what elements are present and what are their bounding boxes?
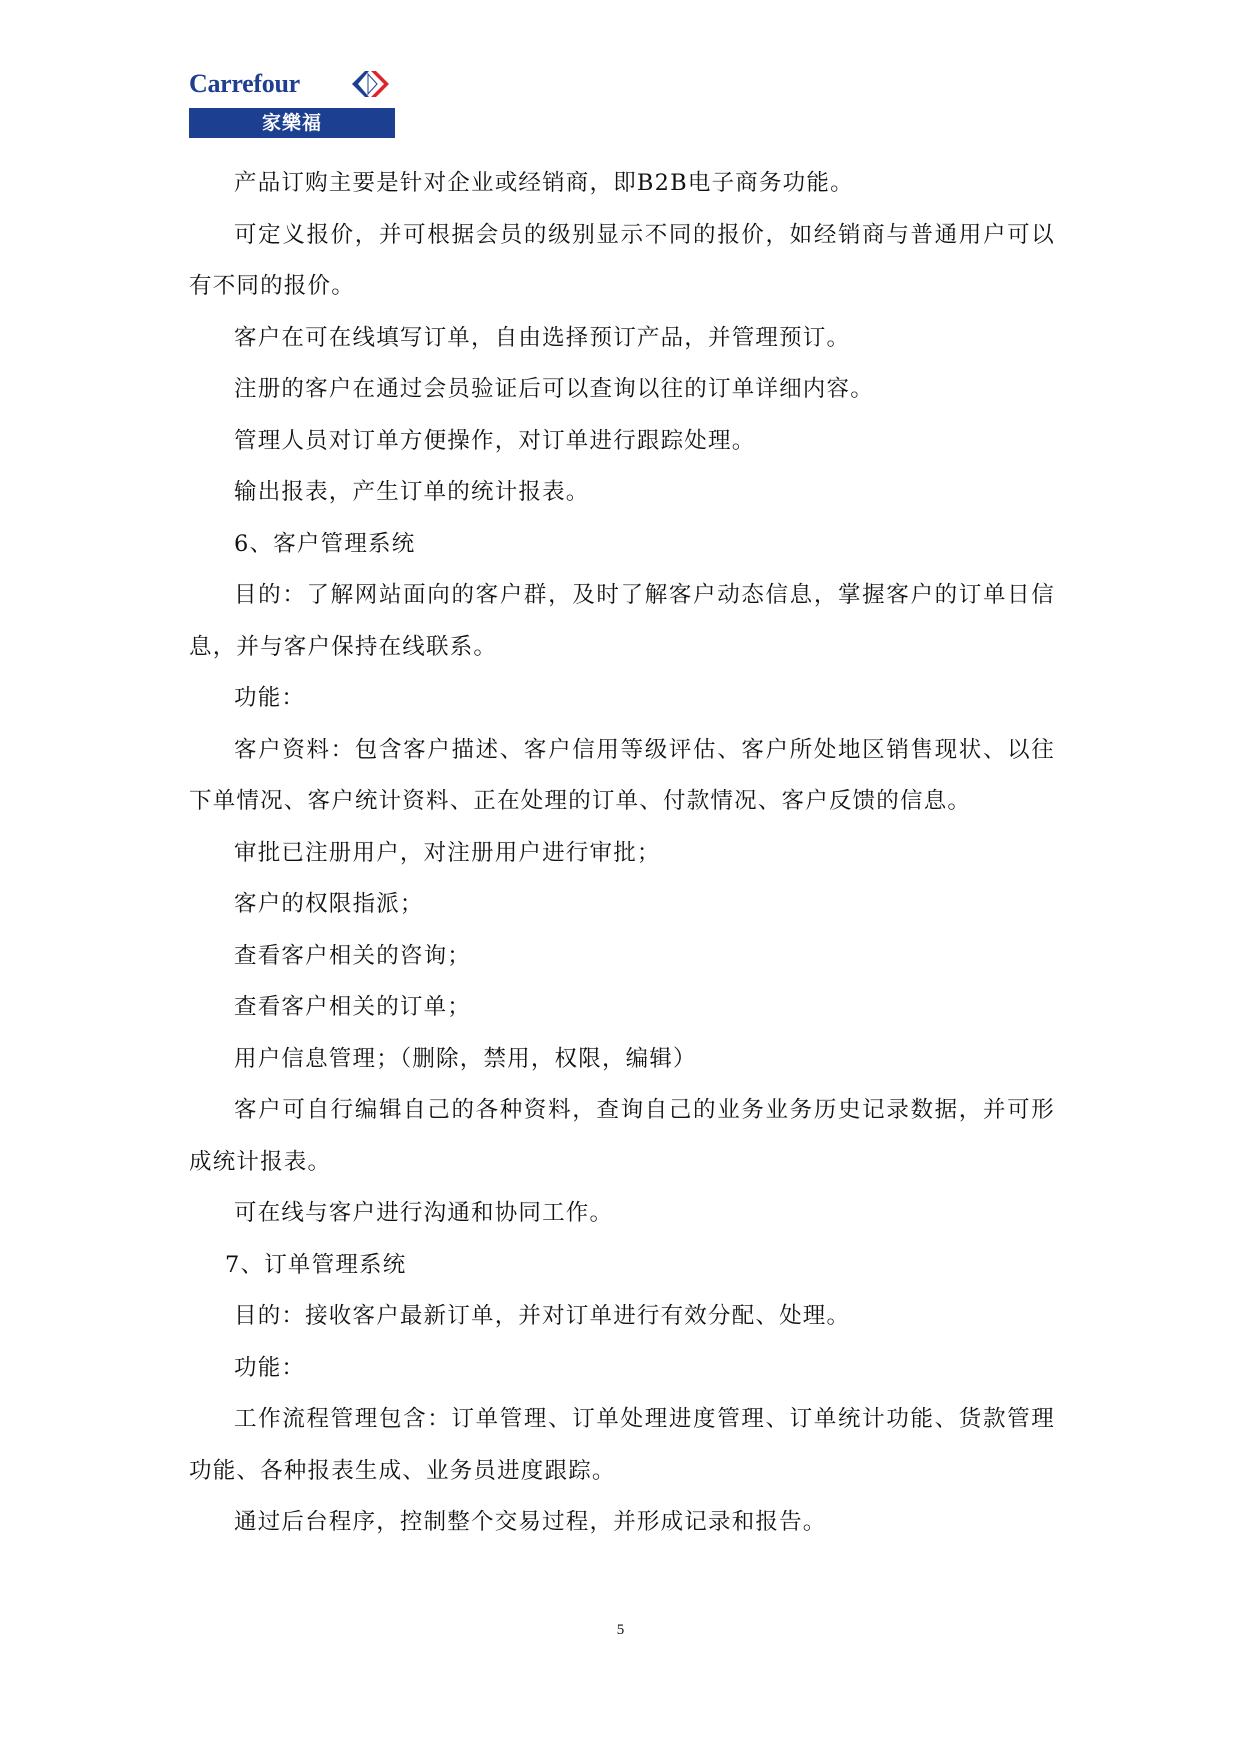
paragraph: 可在线与客户进行沟通和协同工作。 (234, 1200, 614, 1226)
document-body (189, 158, 1055, 1549)
carrefour-mark-icon (343, 68, 391, 100)
paragraph: 客户的权限指派； (234, 891, 424, 917)
paragraph: 输出报表，产生订单的统计报表。 (234, 479, 590, 505)
paragraph: 客户资料：包含客户描述、客户信用等级评估、客户所处地区销售现状、以往下单情况、客户统计资料、正在处理的订单、付款情况、客户反馈的信息。 (189, 736, 1055, 814)
paragraph: 功能： (234, 685, 306, 711)
paragraph: 工作流程管理包含：订单管理、订单处理进度管理、订单统计功能、货款管理功能、各种报表生成、业务员进度跟踪。 (189, 1406, 1055, 1484)
carrefour-logo (189, 68, 395, 138)
paragraph: 管理人员对订单方便操作，对订单进行跟踪处理。 (234, 427, 756, 454)
paragraph: 目的：了解网站面向的客户群，及时了解客户动态信息，掌握客户的订单日信息，并与客户保持在线联系。 (189, 582, 1055, 660)
paragraph: 审批已注册用户，对注册用户进行审批； (234, 839, 661, 866)
paragraph: 注册的客户在通过会员验证后可以查询以往的订单详细内容。 (234, 376, 874, 402)
paragraph: 查看客户相关的咨询； (234, 942, 472, 969)
paragraph: 产品订购主要是针对企业或经销商，即B2B电子商务功能。 (234, 170, 854, 196)
section-heading: 7、订单管理系统 (225, 1251, 407, 1278)
logo-top (189, 68, 395, 100)
logo-chinese-name: 家樂福 (261, 112, 322, 134)
paragraph: 客户可自行编辑自己的各种资料，查询自己的业务业务历史记录数据，并可形成统计报表。 (189, 1097, 1055, 1175)
paragraph: 客户在可在线填写订单，自由选择预订产品，并管理预订。 (234, 324, 851, 351)
paragraph: 目的：接收客户最新订单，并对订单进行有效分配、处理。 (234, 1303, 851, 1329)
section-heading: 6、客户管理系统 (234, 530, 416, 557)
paragraph: 功能： (234, 1354, 306, 1381)
paragraph: 用户信息管理；（删除，禁用，权限，编辑） (234, 1045, 697, 1072)
paragraph: 查看客户相关的订单； (234, 994, 472, 1020)
page-number: 5 (616, 1622, 625, 1638)
paragraph: 可定义报价，并可根据会员的级别显示不同的报价，如经销商与普通用户可以有不同的报价。 (189, 221, 1055, 299)
logo-band (189, 108, 395, 138)
paragraph: 通过后台程序，控制整个交易过程，并形成记录和报告。 (234, 1509, 827, 1535)
logo-wordmark: Carrefour (189, 69, 300, 98)
